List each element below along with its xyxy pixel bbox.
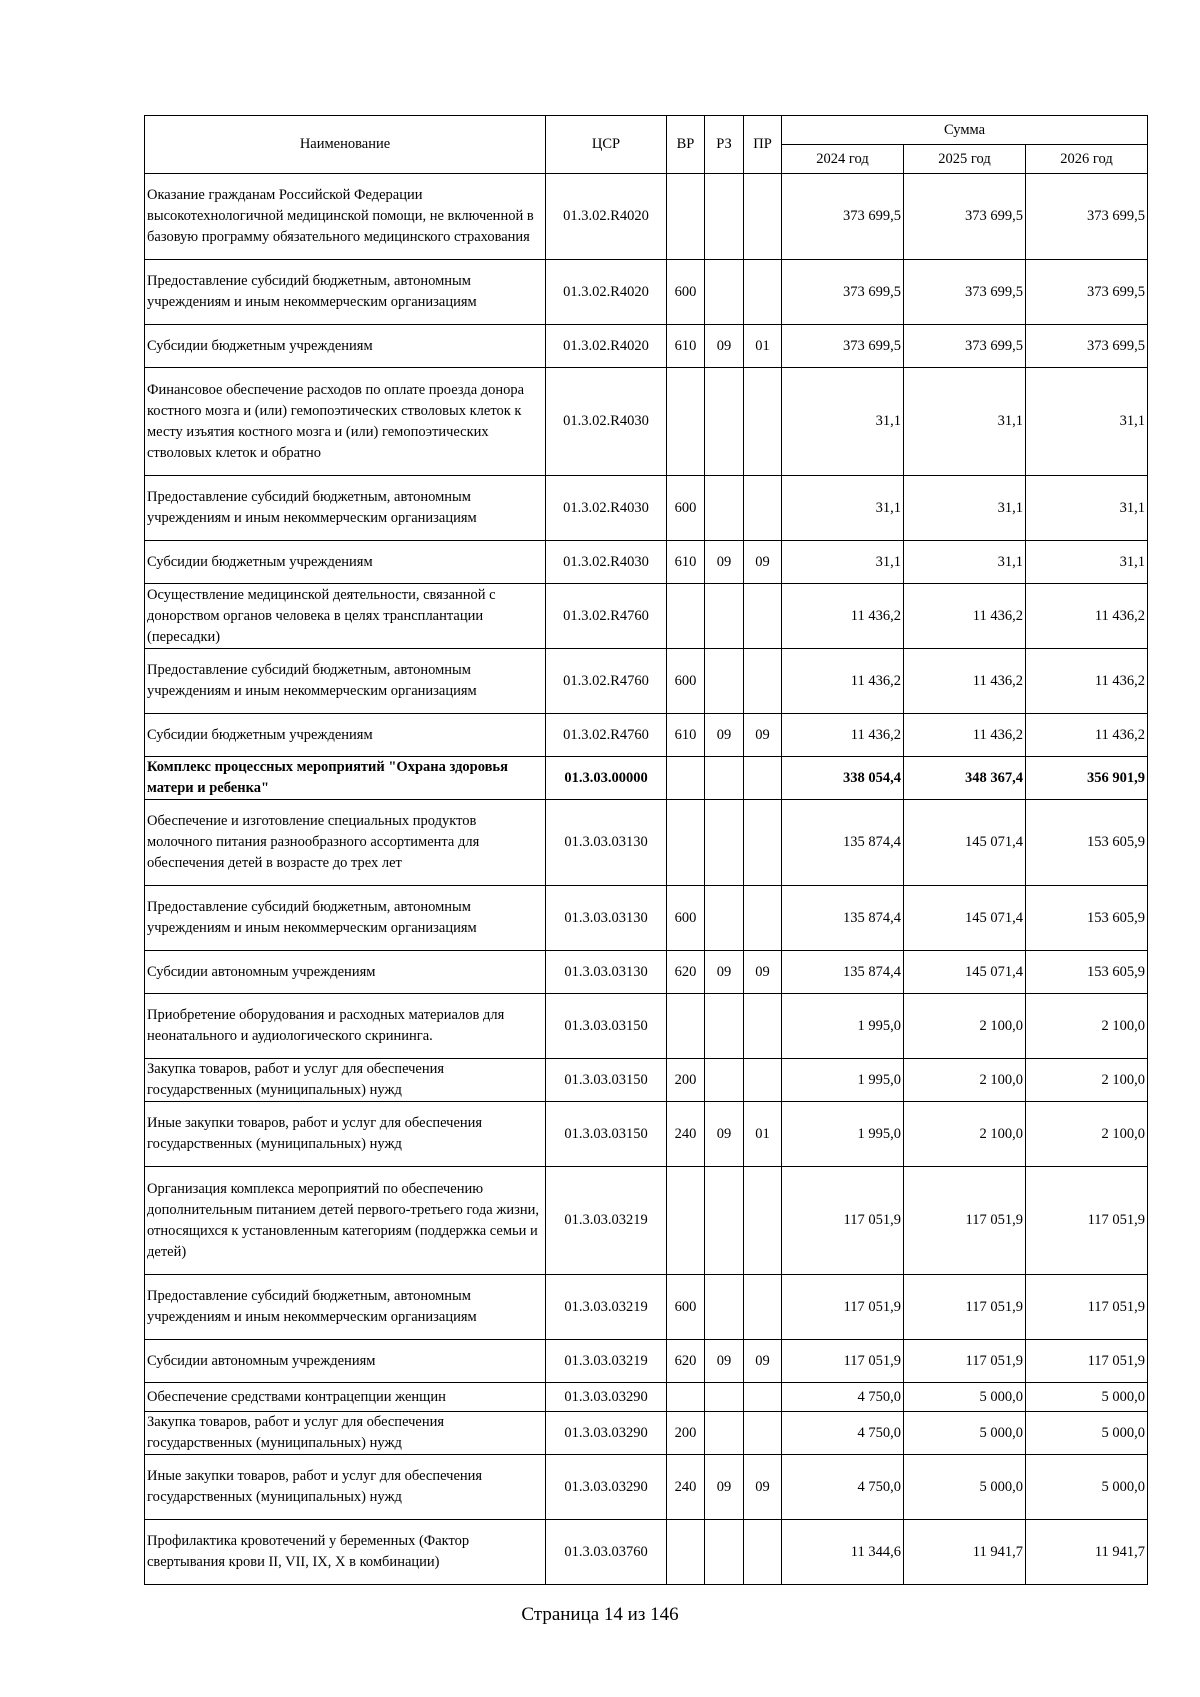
row-name-cell: Оказание гражданам Российской Федерации высокотехнологичной медицинской помощи, не включенной в базовую программу обязательного медицинского страхования bbox=[145, 174, 546, 260]
row-name-cell: Предоставление субсидий бюджетным, автономным учреждениям и иным некоммерческим организациям bbox=[145, 476, 546, 541]
row-name-cell: Субсидии бюджетным учреждениям bbox=[145, 714, 546, 757]
row-csr-cell: 01.3.03.03290 bbox=[546, 1383, 667, 1412]
row-pr-cell bbox=[744, 584, 782, 649]
row-amount-2024-cell: 11 436,2 bbox=[782, 714, 904, 757]
row-vr-cell: 600 bbox=[667, 476, 705, 541]
row-amount-2025-cell: 145 071,4 bbox=[904, 951, 1026, 994]
header-pr: ПР bbox=[744, 116, 782, 174]
row-amount-2025-cell: 5 000,0 bbox=[904, 1383, 1026, 1412]
row-vr-cell: 600 bbox=[667, 886, 705, 951]
row-pr-cell: 09 bbox=[744, 714, 782, 757]
row-name-cell: Обеспечение и изготовление специальных продуктов молочного питания разнообразного ассортимента для обеспечения детей в возрасте до трех лет bbox=[145, 800, 546, 886]
row-amount-2024-cell: 135 874,4 bbox=[782, 800, 904, 886]
row-pr-cell bbox=[744, 1520, 782, 1585]
row-amount-2025-cell: 373 699,5 bbox=[904, 174, 1026, 260]
table-row bbox=[145, 994, 1148, 1059]
row-rz-cell bbox=[705, 1520, 744, 1585]
row-rz-cell bbox=[705, 368, 744, 476]
table-row bbox=[145, 584, 1148, 649]
row-rz-cell bbox=[705, 800, 744, 886]
row-amount-2024-cell: 4 750,0 bbox=[782, 1455, 904, 1520]
row-amount-2026-cell: 117 051,9 bbox=[1026, 1167, 1148, 1275]
row-amount-2026-cell: 117 051,9 bbox=[1026, 1340, 1148, 1383]
row-rz-cell bbox=[705, 174, 744, 260]
table-row bbox=[145, 1340, 1148, 1383]
row-rz-cell: 09 bbox=[705, 325, 744, 368]
table-row bbox=[145, 174, 1148, 260]
row-name-cell: Иные закупки товаров, работ и услуг для обеспечения государственных (муниципальных) нужд bbox=[145, 1102, 546, 1167]
header-year-2026: 2026 год bbox=[1026, 145, 1148, 174]
table-row bbox=[145, 1412, 1148, 1455]
row-amount-2024-cell: 373 699,5 bbox=[782, 325, 904, 368]
row-pr-cell bbox=[744, 1275, 782, 1340]
row-csr-cell: 01.3.03.03219 bbox=[546, 1340, 667, 1383]
row-rz-cell: 09 bbox=[705, 1455, 744, 1520]
row-pr-cell: 09 bbox=[744, 541, 782, 584]
budget-table bbox=[144, 115, 1148, 1585]
row-amount-2024-cell: 31,1 bbox=[782, 476, 904, 541]
row-amount-2026-cell: 11 941,7 bbox=[1026, 1520, 1148, 1585]
row-csr-cell: 01.3.03.00000 bbox=[546, 757, 667, 800]
row-amount-2026-cell: 153 605,9 bbox=[1026, 951, 1148, 994]
row-rz-cell bbox=[705, 1275, 744, 1340]
row-pr-cell bbox=[744, 649, 782, 714]
row-amount-2026-cell: 2 100,0 bbox=[1026, 994, 1148, 1059]
row-name-cell: Предоставление субсидий бюджетным, автономным учреждениям и иным некоммерческим организациям bbox=[145, 886, 546, 951]
row-csr-cell: 01.3.03.03130 bbox=[546, 800, 667, 886]
row-amount-2024-cell: 117 051,9 bbox=[782, 1275, 904, 1340]
table-row bbox=[145, 649, 1148, 714]
row-amount-2026-cell: 5 000,0 bbox=[1026, 1412, 1148, 1455]
row-amount-2026-cell: 373 699,5 bbox=[1026, 260, 1148, 325]
row-vr-cell bbox=[667, 368, 705, 476]
row-rz-cell: 09 bbox=[705, 1102, 744, 1167]
row-csr-cell: 01.3.02.R4030 bbox=[546, 368, 667, 476]
row-name-cell: Профилактика кровотечений у беременных (Фактор свертывания крови II, VII, IX, X в комбинации) bbox=[145, 1520, 546, 1585]
table-row bbox=[145, 714, 1148, 757]
row-pr-cell: 01 bbox=[744, 325, 782, 368]
table-row bbox=[145, 1059, 1148, 1102]
table-row bbox=[145, 1520, 1148, 1585]
row-name-cell: Осуществление медицинской деятельности, связанной с донорством органов человека в целях трансплантации (пересадки) bbox=[145, 584, 546, 649]
row-amount-2024-cell: 31,1 bbox=[782, 368, 904, 476]
row-rz-cell: 09 bbox=[705, 714, 744, 757]
row-amount-2025-cell: 145 071,4 bbox=[904, 886, 1026, 951]
row-pr-cell bbox=[744, 1412, 782, 1455]
row-csr-cell: 01.3.02.R4020 bbox=[546, 260, 667, 325]
row-amount-2024-cell: 135 874,4 bbox=[782, 886, 904, 951]
row-pr-cell bbox=[744, 1059, 782, 1102]
row-amount-2026-cell: 11 436,2 bbox=[1026, 649, 1148, 714]
row-vr-cell bbox=[667, 800, 705, 886]
row-name-cell: Организация комплекса мероприятий по обеспечению дополнительным питанием детей первого-третьего года жизни, относящихся к установленным категориям (поддержка семьи и детей) bbox=[145, 1167, 546, 1275]
row-csr-cell: 01.3.03.03219 bbox=[546, 1167, 667, 1275]
row-csr-cell: 01.3.02.R4020 bbox=[546, 325, 667, 368]
row-vr-cell bbox=[667, 1383, 705, 1412]
row-pr-cell bbox=[744, 1167, 782, 1275]
row-amount-2025-cell: 2 100,0 bbox=[904, 994, 1026, 1059]
row-name-cell: Предоставление субсидий бюджетным, автономным учреждениям и иным некоммерческим организациям bbox=[145, 260, 546, 325]
row-pr-cell bbox=[744, 1383, 782, 1412]
row-amount-2025-cell: 5 000,0 bbox=[904, 1455, 1026, 1520]
row-amount-2024-cell: 1 995,0 bbox=[782, 1059, 904, 1102]
row-name-cell: Предоставление субсидий бюджетным, автономным учреждениям и иным некоммерческим организациям bbox=[145, 649, 546, 714]
row-csr-cell: 01.3.03.03760 bbox=[546, 1520, 667, 1585]
table-row bbox=[145, 260, 1148, 325]
table-row bbox=[145, 1455, 1148, 1520]
row-amount-2024-cell: 373 699,5 bbox=[782, 260, 904, 325]
row-amount-2025-cell: 117 051,9 bbox=[904, 1167, 1026, 1275]
row-pr-cell: 09 bbox=[744, 951, 782, 994]
table-row bbox=[145, 476, 1148, 541]
row-rz-cell bbox=[705, 994, 744, 1059]
table-row bbox=[145, 1102, 1148, 1167]
header-rz: РЗ bbox=[705, 116, 744, 174]
table-body bbox=[145, 174, 1148, 1585]
row-name-cell: Субсидии автономным учреждениям bbox=[145, 1340, 546, 1383]
row-csr-cell: 01.3.02.R4020 bbox=[546, 174, 667, 260]
row-amount-2024-cell: 338 054,4 bbox=[782, 757, 904, 800]
page-footer: Страница 14 из 146 bbox=[521, 1604, 679, 1625]
row-name-cell: Иные закупки товаров, работ и услуг для обеспечения государственных (муниципальных) нужд bbox=[145, 1455, 546, 1520]
row-amount-2025-cell: 31,1 bbox=[904, 476, 1026, 541]
row-pr-cell: 09 bbox=[744, 1455, 782, 1520]
row-amount-2025-cell: 373 699,5 bbox=[904, 325, 1026, 368]
row-vr-cell bbox=[667, 584, 705, 649]
row-vr-cell bbox=[667, 994, 705, 1059]
table-row bbox=[145, 951, 1148, 994]
table-header bbox=[145, 116, 1148, 174]
header-name: Наименование bbox=[145, 116, 546, 174]
row-name-cell: Обеспечение средствами контрацепции женщин bbox=[145, 1383, 546, 1412]
row-amount-2026-cell: 31,1 bbox=[1026, 541, 1148, 584]
row-name-cell: Закупка товаров, работ и услуг для обеспечения государственных (муниципальных) нужд bbox=[145, 1059, 546, 1102]
row-amount-2026-cell: 31,1 bbox=[1026, 368, 1148, 476]
row-name-cell: Субсидии бюджетным учреждениям bbox=[145, 325, 546, 368]
row-amount-2025-cell: 11 436,2 bbox=[904, 649, 1026, 714]
row-vr-cell: 610 bbox=[667, 714, 705, 757]
row-amount-2026-cell: 153 605,9 bbox=[1026, 886, 1148, 951]
row-amount-2025-cell: 31,1 bbox=[904, 541, 1026, 584]
row-amount-2024-cell: 1 995,0 bbox=[782, 1102, 904, 1167]
row-csr-cell: 01.3.02.R4760 bbox=[546, 649, 667, 714]
row-vr-cell: 610 bbox=[667, 541, 705, 584]
row-name-cell: Предоставление субсидий бюджетным, автономным учреждениям и иным некоммерческим организациям bbox=[145, 1275, 546, 1340]
row-amount-2026-cell: 11 436,2 bbox=[1026, 714, 1148, 757]
table-row bbox=[145, 800, 1148, 886]
row-amount-2026-cell: 373 699,5 bbox=[1026, 325, 1148, 368]
row-rz-cell bbox=[705, 757, 744, 800]
row-vr-cell: 240 bbox=[667, 1102, 705, 1167]
row-amount-2024-cell: 31,1 bbox=[782, 541, 904, 584]
row-vr-cell: 600 bbox=[667, 260, 705, 325]
row-amount-2024-cell: 11 436,2 bbox=[782, 649, 904, 714]
table-row bbox=[145, 541, 1148, 584]
row-amount-2025-cell: 31,1 bbox=[904, 368, 1026, 476]
row-amount-2026-cell: 356 901,9 bbox=[1026, 757, 1148, 800]
row-amount-2026-cell: 117 051,9 bbox=[1026, 1275, 1148, 1340]
row-vr-cell bbox=[667, 174, 705, 260]
row-vr-cell: 240 bbox=[667, 1455, 705, 1520]
row-amount-2026-cell: 11 436,2 bbox=[1026, 584, 1148, 649]
row-csr-cell: 01.3.02.R4030 bbox=[546, 541, 667, 584]
table-row bbox=[145, 1275, 1148, 1340]
row-rz-cell bbox=[705, 649, 744, 714]
row-pr-cell bbox=[744, 368, 782, 476]
row-name-cell: Субсидии автономным учреждениям bbox=[145, 951, 546, 994]
row-vr-cell: 200 bbox=[667, 1412, 705, 1455]
table-row bbox=[145, 1383, 1148, 1412]
row-amount-2025-cell: 11 436,2 bbox=[904, 584, 1026, 649]
row-vr-cell bbox=[667, 1167, 705, 1275]
row-amount-2025-cell: 145 071,4 bbox=[904, 800, 1026, 886]
row-rz-cell: 09 bbox=[705, 1340, 744, 1383]
header-sum: Сумма bbox=[782, 116, 1148, 145]
row-pr-cell: 09 bbox=[744, 1340, 782, 1383]
row-amount-2026-cell: 2 100,0 bbox=[1026, 1059, 1148, 1102]
row-vr-cell: 600 bbox=[667, 1275, 705, 1340]
row-amount-2024-cell: 1 995,0 bbox=[782, 994, 904, 1059]
row-pr-cell bbox=[744, 994, 782, 1059]
row-amount-2024-cell: 373 699,5 bbox=[782, 174, 904, 260]
row-pr-cell bbox=[744, 476, 782, 541]
row-amount-2025-cell: 117 051,9 bbox=[904, 1340, 1026, 1383]
row-name-cell: Финансовое обеспечение расходов по оплате проезда донора костного мозга и (или) гемопоэтических стволовых клеток к месту изъятия костного мозга и (или) гемопоэтических стволовых клеток и обратно bbox=[145, 368, 546, 476]
row-rz-cell bbox=[705, 1383, 744, 1412]
row-pr-cell: 01 bbox=[744, 1102, 782, 1167]
row-rz-cell bbox=[705, 260, 744, 325]
row-rz-cell: 09 bbox=[705, 541, 744, 584]
table-row bbox=[145, 757, 1148, 800]
row-csr-cell: 01.3.03.03130 bbox=[546, 886, 667, 951]
row-amount-2025-cell: 2 100,0 bbox=[904, 1059, 1026, 1102]
row-amount-2026-cell: 373 699,5 bbox=[1026, 174, 1148, 260]
row-name-cell: Приобретение оборудования и расходных материалов для неонатального и аудиологического скрининга. bbox=[145, 994, 546, 1059]
row-csr-cell: 01.3.03.03150 bbox=[546, 1059, 667, 1102]
header-vr: ВР bbox=[667, 116, 705, 174]
row-rz-cell bbox=[705, 1059, 744, 1102]
row-pr-cell bbox=[744, 886, 782, 951]
row-csr-cell: 01.3.03.03290 bbox=[546, 1412, 667, 1455]
row-vr-cell bbox=[667, 757, 705, 800]
row-amount-2025-cell: 373 699,5 bbox=[904, 260, 1026, 325]
row-vr-cell: 600 bbox=[667, 649, 705, 714]
row-amount-2025-cell: 348 367,4 bbox=[904, 757, 1026, 800]
row-amount-2024-cell: 4 750,0 bbox=[782, 1412, 904, 1455]
row-name-cell: Субсидии бюджетным учреждениям bbox=[145, 541, 546, 584]
row-amount-2024-cell: 117 051,9 bbox=[782, 1167, 904, 1275]
row-vr-cell: 620 bbox=[667, 951, 705, 994]
row-amount-2024-cell: 11 436,2 bbox=[782, 584, 904, 649]
row-csr-cell: 01.3.02.R4030 bbox=[546, 476, 667, 541]
row-vr-cell bbox=[667, 1520, 705, 1585]
row-rz-cell bbox=[705, 476, 744, 541]
row-rz-cell: 09 bbox=[705, 951, 744, 994]
row-amount-2024-cell: 135 874,4 bbox=[782, 951, 904, 994]
row-amount-2024-cell: 11 344,6 bbox=[782, 1520, 904, 1585]
row-vr-cell: 620 bbox=[667, 1340, 705, 1383]
row-name-cell: Комплекс процессных мероприятий "Охрана здоровья матери и ребенка" bbox=[145, 757, 546, 800]
row-rz-cell bbox=[705, 1167, 744, 1275]
row-amount-2025-cell: 11 436,2 bbox=[904, 714, 1026, 757]
header-year-2025: 2025 год bbox=[904, 145, 1026, 174]
row-amount-2025-cell: 5 000,0 bbox=[904, 1412, 1026, 1455]
table-row bbox=[145, 1167, 1148, 1275]
row-amount-2026-cell: 2 100,0 bbox=[1026, 1102, 1148, 1167]
row-pr-cell bbox=[744, 174, 782, 260]
row-csr-cell: 01.3.03.03290 bbox=[546, 1455, 667, 1520]
row-amount-2025-cell: 117 051,9 bbox=[904, 1275, 1026, 1340]
row-csr-cell: 01.3.03.03130 bbox=[546, 951, 667, 994]
row-pr-cell bbox=[744, 260, 782, 325]
row-amount-2024-cell: 4 750,0 bbox=[782, 1383, 904, 1412]
row-amount-2025-cell: 11 941,7 bbox=[904, 1520, 1026, 1585]
row-csr-cell: 01.3.03.03150 bbox=[546, 1102, 667, 1167]
header-year-2024: 2024 год bbox=[782, 145, 904, 174]
row-amount-2026-cell: 31,1 bbox=[1026, 476, 1148, 541]
row-csr-cell: 01.3.02.R4760 bbox=[546, 714, 667, 757]
row-csr-cell: 01.3.02.R4760 bbox=[546, 584, 667, 649]
row-rz-cell bbox=[705, 1412, 744, 1455]
table-row bbox=[145, 886, 1148, 951]
row-amount-2026-cell: 5 000,0 bbox=[1026, 1383, 1148, 1412]
row-amount-2025-cell: 2 100,0 bbox=[904, 1102, 1026, 1167]
row-rz-cell bbox=[705, 886, 744, 951]
row-pr-cell bbox=[744, 800, 782, 886]
table-row bbox=[145, 325, 1148, 368]
row-rz-cell bbox=[705, 584, 744, 649]
row-pr-cell bbox=[744, 757, 782, 800]
row-vr-cell: 200 bbox=[667, 1059, 705, 1102]
row-amount-2026-cell: 5 000,0 bbox=[1026, 1455, 1148, 1520]
row-amount-2026-cell: 153 605,9 bbox=[1026, 800, 1148, 886]
header-csr: ЦСР bbox=[546, 116, 667, 174]
row-amount-2024-cell: 117 051,9 bbox=[782, 1340, 904, 1383]
row-vr-cell: 610 bbox=[667, 325, 705, 368]
table-row bbox=[145, 368, 1148, 476]
row-csr-cell: 01.3.03.03219 bbox=[546, 1275, 667, 1340]
row-csr-cell: 01.3.03.03150 bbox=[546, 994, 667, 1059]
row-name-cell: Закупка товаров, работ и услуг для обеспечения государственных (муниципальных) нужд bbox=[145, 1412, 546, 1455]
